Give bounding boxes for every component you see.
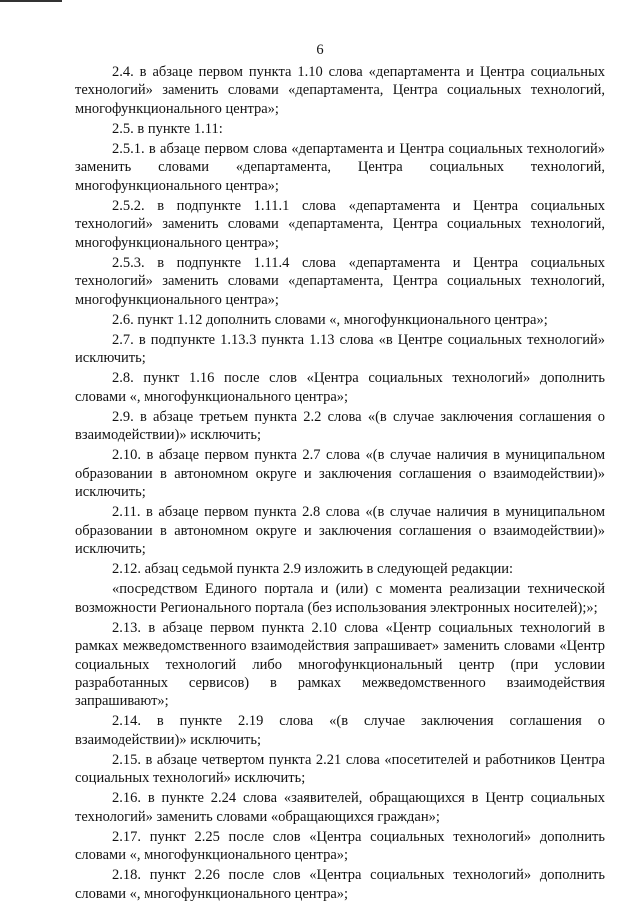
- paragraph-2-16: 2.16. в пункте 2.24 слова «заявителей, обращающихся в Центр социальных технологий» заменить словами «обращающихся граждан»;: [75, 790, 605, 825]
- paragraph-2-7: 2.7. в подпункте 1.13.3 пункта 1.13 слова «в Центре социальных технологий» исключить;: [75, 331, 605, 367]
- paragraph-2-18: 2.18. пункт 2.26 после слов «Центра социальных технологий» дополнить словами «, многофункционального центра»;: [75, 867, 605, 902]
- paragraph-2-12: 2.12. абзац седьмой пункта 2.9 изложить в следующей редакции:: [112, 561, 514, 578]
- paragraph-2-5-1: 2.5.1. в абзаце первом слова «департамента и Центра социальных технологий» заменить словами «департамента, Центра социальных технологий, многофункционального центра»;: [75, 141, 605, 194]
- paragraph-2-5: 2.5. в пункте 1.11:: [112, 120, 223, 137]
- paragraph-2-5-3: 2.5.3. в подпункте 1.11.4 слова «департамента и Центра социальных технологий» заменить словами «департамента, Центра социальных технологий, многофункционального центра»;: [75, 254, 605, 308]
- paragraph-2-4: 2.4. в абзаце первом пункта 1.10 слова «департамента и Центра социальных технологий» заменить словами «департамента, Центра социальных технологий, многофункционального центра»;: [75, 64, 605, 117]
- paragraph-2-6: 2.6. пункт 1.12 дополнить словами «, многофункционального центра»;: [112, 311, 548, 328]
- paragraph-2-17: 2.17. пункт 2.25 после слов «Центра социальных технологий» дополнить словами «, многофункционального центра»;: [75, 828, 605, 864]
- paragraph-2-12-quote: «посредством Единого портала и (или) с момента реализации технической возможности Регионального портала (без использования электронных носителей);»;: [75, 581, 605, 616]
- paragraph-2-9: 2.9. в абзаце третьем пункта 2.2 слова «(в случае заключения соглашения о взаимодействии)» исключить;: [75, 408, 605, 444]
- paragraph-2-8: 2.8. пункт 1.16 после слов «Центра социальных технологий» дополнить словами «, многофункционального центра»;: [75, 370, 605, 405]
- header-rule: [0, 0, 62, 2]
- paragraph-2-10: 2.10. в абзаце первом пункта 2.7 слова «(в случае наличия в муниципальном образовании в автономном округе и заключения соглашения о взаимодействии)» исключить;: [75, 447, 605, 501]
- page-number: 6: [316, 42, 324, 58]
- paragraph-2-5-2: 2.5.2. в подпункте 1.11.1 слова «департамента и Центра социальных технологий» заменить словами «департамента, Центра социальных технологий, многофункционального центра»;: [75, 197, 605, 251]
- paragraph-2-14: 2.14. в пункте 2.19 слова «(в случае заключения соглашения о взаимодействии)» исключить;: [75, 713, 605, 748]
- paragraph-2-15: 2.15. в абзаце четвертом пункта 2.21 слова «посетителей и работников Центра социальных технологий» исключить;: [75, 751, 605, 787]
- document-body: [75, 63, 605, 905]
- paragraph-2-11: 2.11. в абзаце первом пункта 2.8 слова «(в случае наличия в муниципальном образовании в автономном округе и заключения соглашения о взаимодействии)» исключить;: [75, 504, 605, 558]
- paragraph-2-13: 2.13. в абзаце первом пункта 2.10 слова «Центр социальных технологий в рамках межведомственного взаимодействия запрашивает» заменить словами «Центр социальных технологий либо многофункциональный центр (при условии разработанных сервисов) в рамках межведомственного взаимодействия запрашивают»;: [75, 619, 605, 710]
